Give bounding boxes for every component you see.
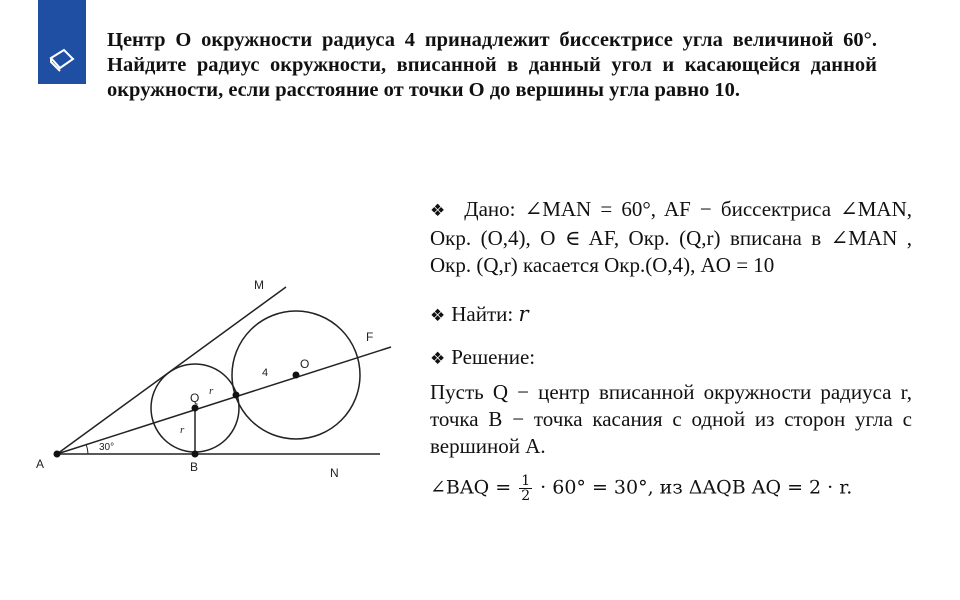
find-block [430, 301, 912, 330]
diamond-bullet-icon: ❖ [430, 306, 446, 326]
diamond-bullet-icon: ❖ [430, 201, 450, 221]
point-o [293, 372, 300, 379]
point-tangency [233, 392, 240, 399]
point-b [192, 451, 199, 458]
solution-equation [430, 474, 912, 503]
fraction-denominator: 2 [521, 488, 531, 504]
solution-heading [430, 344, 912, 373]
label-f: F [366, 330, 374, 344]
label-a: A [36, 457, 45, 471]
label-radius-4: 4 [262, 367, 269, 379]
label-r-radius: r [180, 424, 185, 436]
given-label: Дано: [464, 197, 516, 221]
find-value: r [518, 302, 529, 326]
equation-right: · 60° = 30°, из ΔAQB AQ = 2 · r. [540, 476, 853, 499]
ray-af [57, 347, 391, 454]
solution-panel [430, 196, 912, 503]
label-q: Q [190, 391, 200, 405]
problem-statement: Центр О окружности радиуса 4 принадлежит биссектрисе угла величиной 60°. Найдите радиус окружности, вписанной в данный угол и касающейся данной окружности, если расстояние от точки О до вершины угла равно 10. [107, 29, 877, 101]
point-a [54, 451, 61, 458]
fraction-one-half [519, 474, 532, 503]
find-label: Найти: [451, 302, 514, 326]
fraction-numerator: 1 [521, 473, 531, 489]
label-r-tangent: r [209, 385, 214, 397]
point-q [192, 405, 199, 412]
diamond-bullet-icon: ❖ [430, 349, 446, 369]
label-n: N [330, 466, 339, 480]
angle-arc [86, 444, 88, 454]
label-m: M [254, 278, 264, 292]
equation-left: ∠BAQ = [430, 476, 512, 499]
label-b: B [190, 460, 199, 474]
label-angle-30: 30° [99, 442, 115, 453]
given-text: ∠MAN = 60°, AF − биссектриса ∠MAN, Окр. (O,4), O ∈ AF, Окр. (Q,r) вписана в ∠MAN , Окр. (Q,r) касается Окр.(O,4), AO = 10 [430, 197, 913, 277]
solution-text: Пусть Q − центр вписанной окружности радиуса r, точка B − точка касания с одной из сторон угла с вершиной A. [430, 380, 912, 458]
given-block [430, 196, 912, 279]
solution-label: Решение: [451, 345, 536, 369]
label-o: O [300, 357, 310, 371]
